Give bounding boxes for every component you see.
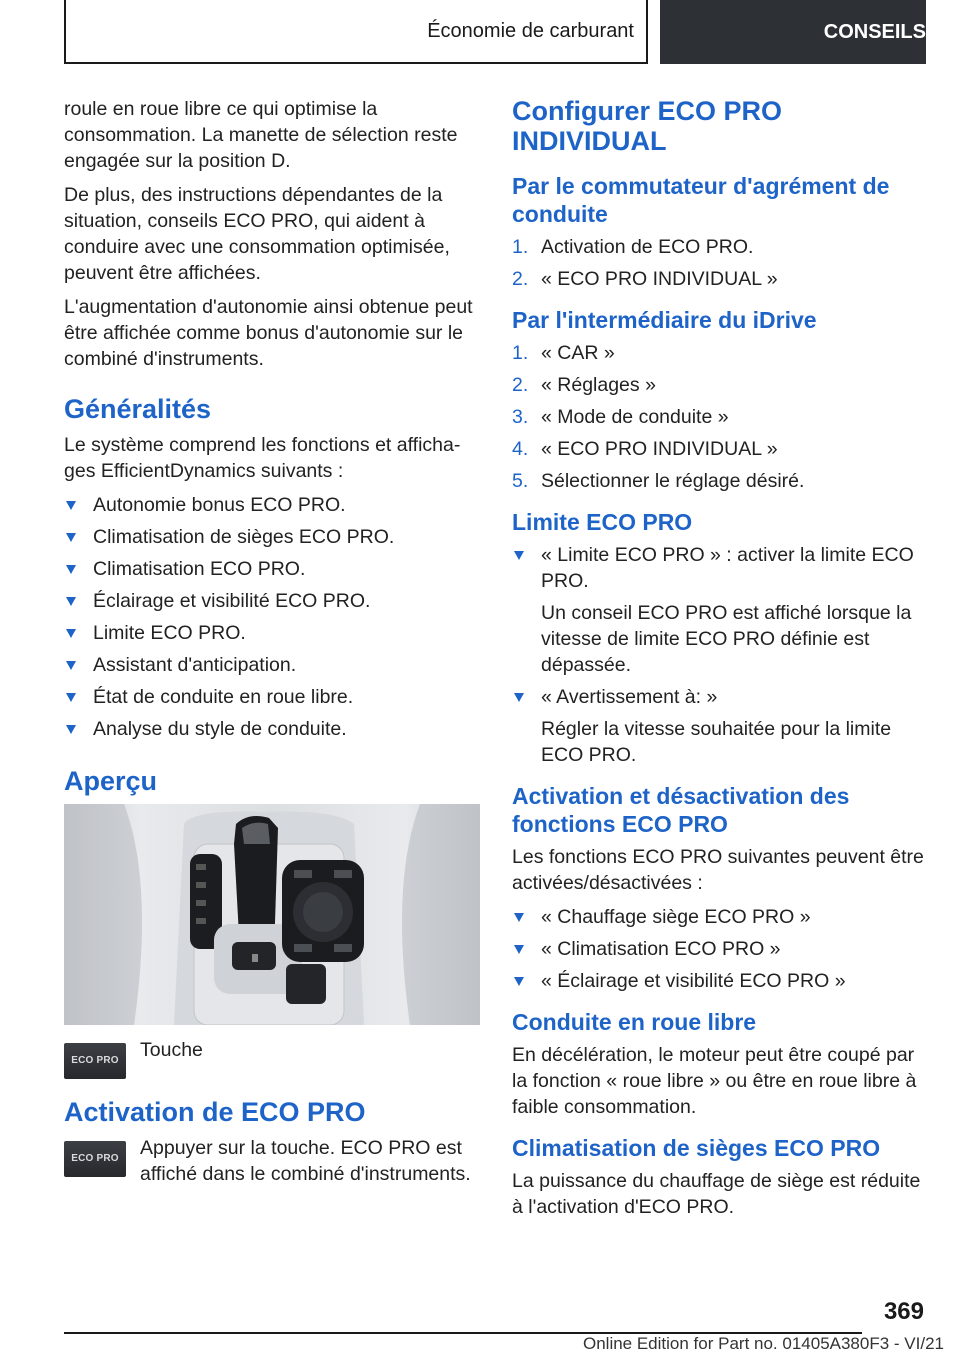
generalites-text: Le système comprend les fonctions et affichages EfficientDynamics suivants : [64,434,461,482]
triangle-bullet-icon [514,551,524,560]
edition-footer: Online Edition for Part no. 01405A380F3 - VI/21 [582,1334,944,1353]
list-item: Analyse du style de conduite. [64,716,480,742]
activation-text: Appuyer sur la touche. ECO PRO est affiché dans le combiné d'instruments. [140,1137,471,1185]
list-item: « Chauffage siège ECO PRO » [512,904,928,930]
activation-fonctions-heading: Activation et désactivation des fonctions ECO PRO [512,783,850,837]
list-item: « Avertissement à: » Régler la vitesse souhaitée pour la limite ECO PRO. [512,684,928,768]
list-item: 3. « Mode de conduite » [512,406,729,428]
list-item: « Éclairage et visibilité ECO PRO » [512,968,928,994]
generalites-list [64,492,480,742]
intro-paragraph: De plus, des instructions dépendantes de la situation, conseils ECO PRO, qui aident à conduire avec une consommation optimisée, peuvent être affichées. [64,184,450,284]
triangle-bullet-icon [66,597,76,606]
chapter-tab [660,0,926,64]
eco-pro-button-icon: ECO PRO [64,1141,126,1177]
triangle-bullet-icon [66,661,76,670]
list-item: 1. « CAR » [512,342,615,364]
list-item: « Climatisation ECO PRO » [512,936,928,962]
center-console-illustration [64,804,480,1025]
list-item: État de conduite en roue libre. [64,684,480,710]
list-item: Climatisation ECO PRO. [64,556,480,582]
triangle-bullet-icon [66,725,76,734]
list-item: 2. « Réglages » [512,374,656,396]
list-item: Autonomie bonus ECO PRO. [64,492,480,518]
apercu-heading: Aperçu [64,766,158,796]
chapter-label: CONSEILS [823,20,926,43]
config-heading: Configurer ECO PRO INDIVIDUAL [512,96,783,156]
left-column [64,96,480,1197]
list-item: Limite ECO PRO. [64,620,480,646]
list-item: 1. Activation de ECO PRO. [512,236,754,258]
triangle-bullet-icon [514,945,524,954]
triangle-bullet-icon [66,693,76,702]
list-item: 2. « ECO PRO INDIVIDUAL » [512,268,778,290]
triangle-bullet-icon [66,533,76,542]
list-item: Climatisation de sièges ECO PRO. [64,524,480,550]
list-item: « Limite ECO PRO » : activer la limite ECO PRO. Un conseil ECO PRO est affiché lorsque la vitesse de limite ECO PRO définie est dépassée. [512,542,928,678]
list-item: Éclairage et visibilité ECO PRO. [64,588,480,614]
clim-sieges-text: La puissance du chauffage de siège est réduite à l'activation d'ECO PRO. [512,1170,921,1218]
limite-list [512,542,928,768]
idrive-steps [512,340,928,494]
triangle-bullet-icon [66,565,76,574]
commutateur-heading: Par le commutateur d'agrément de conduite [512,173,890,227]
page-number: 369 [883,1298,924,1325]
activation-fonctions-text: Les fonctions ECO PRO suivantes peuvent être activées/désactivées : [512,846,924,894]
eco-pro-button-icon: ECO PRO [64,1043,126,1079]
page-header [64,0,926,64]
right-column [512,96,928,1228]
intro-paragraph: roule en roue libre ce qui optimise la consommation. La manette de sélection reste engagée sur la position D. [64,98,458,172]
activation-heading: Activation de ECO PRO [64,1097,366,1127]
activation-fonctions-list [512,904,928,994]
triangle-bullet-icon [514,913,524,922]
list-item: 4. « ECO PRO INDIVIDUAL » [512,438,778,460]
center-console-photo [64,804,480,1025]
commutateur-steps [512,234,928,292]
generalites-heading: Généralités [64,394,212,424]
list-item: 5. Sélectionner le réglage désiré. [512,470,805,492]
triangle-bullet-icon [514,693,524,702]
triangle-bullet-icon [66,629,76,638]
intro-paragraph: L'augmentation d'autonomie ainsi obtenue peut être affichée comme bonus d'autonomie sur le combiné d'instruments. [64,296,473,370]
touche-row [64,1037,480,1079]
touche-label: Touche [140,1039,203,1061]
triangle-bullet-icon [66,501,76,510]
activation-row [64,1135,480,1187]
section-title: Économie de carburant [64,0,648,64]
roue-libre-text: En décélération, le moteur peut être coupé par la fonction « roue libre » ou être en roue libre à faible consommation. [512,1044,917,1118]
limite-heading: Limite ECO PRO [512,509,693,535]
triangle-bullet-icon [514,977,524,986]
clim-sieges-heading: Climatisation de sièges ECO PRO [512,1135,881,1161]
idrive-heading: Par l'intermédiaire du iDrive [512,307,817,333]
roue-libre-heading: Conduite en roue libre [512,1009,757,1035]
list-item: Assistant d'anticipation. [64,652,480,678]
